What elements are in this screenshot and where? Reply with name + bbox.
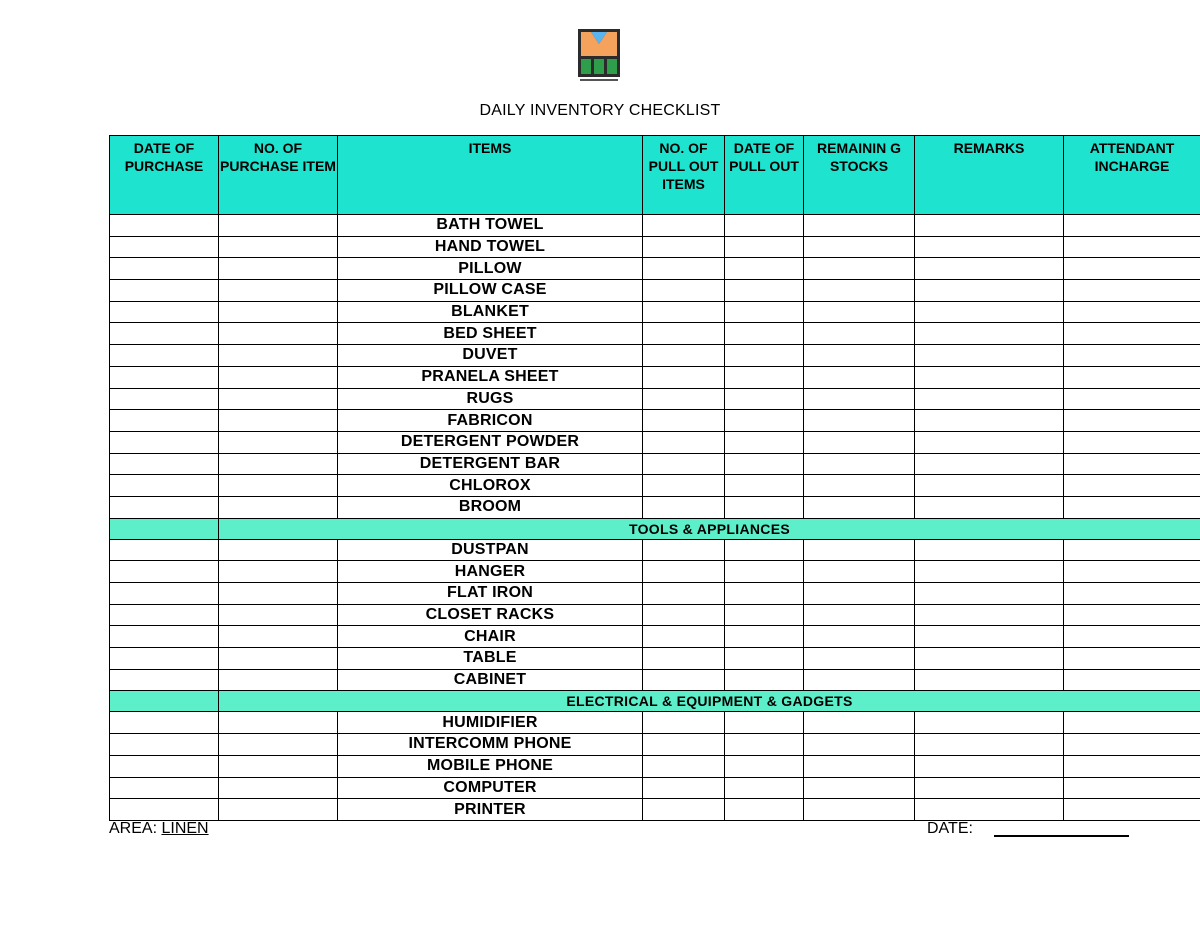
- cell-attendant[interactable]: [1064, 236, 1200, 258]
- cell-remarks[interactable]: [915, 475, 1064, 497]
- cell-date-of-purchase[interactable]: [110, 215, 219, 237]
- table-row: [110, 323, 1200, 345]
- cell-date-of-purchase[interactable]: [110, 712, 219, 734]
- cell-no-of-purchase-item[interactable]: [219, 410, 338, 432]
- cell-item: BROOM: [338, 496, 643, 518]
- section-row: [110, 691, 1200, 712]
- table-row: [110, 215, 1200, 237]
- cell-date-of-pull-out[interactable]: [725, 388, 804, 410]
- cell-attendant[interactable]: [1064, 366, 1200, 388]
- cell-remarks[interactable]: [915, 345, 1064, 367]
- cell-remaining-stocks[interactable]: [804, 475, 915, 497]
- cell-date-of-pull-out[interactable]: [725, 648, 804, 670]
- table-row: [110, 799, 1200, 821]
- cell-date-of-purchase[interactable]: [110, 583, 219, 605]
- cell-date-of-pull-out[interactable]: [725, 496, 804, 518]
- header-remarks: REMARKS: [915, 136, 1064, 215]
- cell-attendant[interactable]: [1064, 215, 1200, 237]
- cell-remaining-stocks[interactable]: [804, 431, 915, 453]
- cell-remaining-stocks[interactable]: [804, 604, 915, 626]
- cell-remaining-stocks[interactable]: [804, 258, 915, 280]
- cell-date-of-pull-out[interactable]: [725, 755, 804, 777]
- header-items: ITEMS: [338, 136, 643, 215]
- cell-remarks[interactable]: [915, 604, 1064, 626]
- cell-date-of-purchase[interactable]: [110, 475, 219, 497]
- inventory-table: [109, 135, 1200, 821]
- cell-no-of-purchase-item[interactable]: [219, 345, 338, 367]
- cell-no-of-pull-out[interactable]: [643, 669, 725, 691]
- cell-date-of-purchase[interactable]: [110, 561, 219, 583]
- cell-no-of-purchase-item[interactable]: [219, 626, 338, 648]
- table-row: [110, 755, 1200, 777]
- cell-item: CHAIR: [338, 626, 643, 648]
- cell-remarks[interactable]: [915, 539, 1064, 561]
- cell-date-of-pull-out[interactable]: [725, 323, 804, 345]
- cell-attendant[interactable]: [1064, 301, 1200, 323]
- cell-remarks[interactable]: [915, 366, 1064, 388]
- date-input-line[interactable]: [994, 835, 1129, 837]
- cell-remaining-stocks[interactable]: [804, 648, 915, 670]
- cell-remaining-stocks[interactable]: [804, 777, 915, 799]
- cell-date-of-pull-out[interactable]: [725, 604, 804, 626]
- section-label: ELECTRICAL & EQUIPMENT & GADGETS: [219, 691, 1200, 712]
- cell-item: BLANKET: [338, 301, 643, 323]
- cell-date-of-pull-out[interactable]: [725, 669, 804, 691]
- cell-date-of-purchase[interactable]: [110, 431, 219, 453]
- cell-date-of-purchase[interactable]: [110, 734, 219, 756]
- cell-date-of-purchase[interactable]: [110, 410, 219, 432]
- cell-no-of-pull-out[interactable]: [643, 301, 725, 323]
- cell-attendant[interactable]: [1064, 712, 1200, 734]
- cell-item: CHLOROX: [338, 475, 643, 497]
- cell-no-of-purchase-item[interactable]: [219, 755, 338, 777]
- cell-date-of-purchase[interactable]: [110, 236, 219, 258]
- cell-remarks[interactable]: [915, 648, 1064, 670]
- cell-remaining-stocks[interactable]: [804, 366, 915, 388]
- cell-no-of-pull-out[interactable]: [643, 215, 725, 237]
- cell-no-of-pull-out[interactable]: [643, 388, 725, 410]
- cell-date-of-pull-out[interactable]: [725, 215, 804, 237]
- cell-no-of-pull-out[interactable]: [643, 777, 725, 799]
- cell-remaining-stocks[interactable]: [804, 799, 915, 821]
- cell-no-of-purchase-item[interactable]: [219, 258, 338, 280]
- cell-no-of-pull-out[interactable]: [643, 236, 725, 258]
- cell-date-of-purchase[interactable]: [110, 345, 219, 367]
- cell-attendant[interactable]: [1064, 431, 1200, 453]
- cell-no-of-purchase-item[interactable]: [219, 453, 338, 475]
- cell-no-of-pull-out[interactable]: [643, 345, 725, 367]
- cell-date-of-pull-out[interactable]: [725, 280, 804, 302]
- cell-attendant[interactable]: [1064, 539, 1200, 561]
- cell-attendant[interactable]: [1064, 496, 1200, 518]
- cell-no-of-purchase-item[interactable]: [219, 431, 338, 453]
- cell-no-of-purchase-item[interactable]: [219, 496, 338, 518]
- page-title: DAILY INVENTORY CHECKLIST: [479, 102, 721, 119]
- cell-no-of-pull-out[interactable]: [643, 561, 725, 583]
- cell-remarks[interactable]: [915, 410, 1064, 432]
- cell-remarks[interactable]: [915, 388, 1064, 410]
- cell-date-of-pull-out[interactable]: [725, 410, 804, 432]
- cell-date-of-purchase[interactable]: [110, 453, 219, 475]
- cell-remarks[interactable]: [915, 712, 1064, 734]
- cell-date-of-purchase[interactable]: [110, 258, 219, 280]
- section-spacer-cell: [110, 691, 219, 712]
- header-attendant-incharge: ATTENDANT INCHARGE: [1064, 136, 1200, 215]
- cell-no-of-pull-out[interactable]: [643, 648, 725, 670]
- table-row: [110, 258, 1200, 280]
- header-date-of-purchase: DATE OF PURCHASE: [110, 136, 219, 215]
- cell-date-of-purchase[interactable]: [110, 539, 219, 561]
- table-row: [110, 626, 1200, 648]
- cell-remarks[interactable]: [915, 626, 1064, 648]
- table-row: [110, 777, 1200, 799]
- cell-no-of-pull-out[interactable]: [643, 453, 725, 475]
- cell-attendant[interactable]: [1064, 258, 1200, 280]
- table-row: [110, 583, 1200, 605]
- cell-item: DETERGENT POWDER: [338, 431, 643, 453]
- cell-remaining-stocks[interactable]: [804, 583, 915, 605]
- cell-date-of-pull-out[interactable]: [725, 475, 804, 497]
- cell-no-of-purchase-item[interactable]: [219, 280, 338, 302]
- cell-item: CLOSET RACKS: [338, 604, 643, 626]
- cell-attendant[interactable]: [1064, 561, 1200, 583]
- cell-item: PILLOW CASE: [338, 280, 643, 302]
- cell-no-of-purchase-item[interactable]: [219, 799, 338, 821]
- cell-attendant[interactable]: [1064, 280, 1200, 302]
- cell-date-of-pull-out[interactable]: [725, 431, 804, 453]
- table-row: [110, 410, 1200, 432]
- cell-attendant[interactable]: [1064, 453, 1200, 475]
- cell-item: HAND TOWEL: [338, 236, 643, 258]
- cell-item: COMPUTER: [338, 777, 643, 799]
- cell-attendant[interactable]: [1064, 799, 1200, 821]
- cell-no-of-purchase-item[interactable]: [219, 777, 338, 799]
- cell-attendant[interactable]: [1064, 777, 1200, 799]
- cell-remaining-stocks[interactable]: [804, 539, 915, 561]
- cell-no-of-pull-out[interactable]: [643, 410, 725, 432]
- cell-remaining-stocks[interactable]: [804, 669, 915, 691]
- cell-remarks[interactable]: [915, 777, 1064, 799]
- cell-no-of-purchase-item[interactable]: [219, 475, 338, 497]
- header-no-of-purchase-item: NO. OF PURCHASE ITEM: [219, 136, 338, 215]
- cell-no-of-purchase-item[interactable]: [219, 301, 338, 323]
- area-field: [109, 820, 209, 838]
- cell-date-of-purchase[interactable]: [110, 648, 219, 670]
- cell-no-of-purchase-item[interactable]: [219, 323, 338, 345]
- cell-item: HUMIDIFIER: [338, 712, 643, 734]
- cell-remaining-stocks[interactable]: [804, 410, 915, 432]
- table-row: [110, 712, 1200, 734]
- cell-item: DETERGENT BAR: [338, 453, 643, 475]
- cell-remaining-stocks[interactable]: [804, 388, 915, 410]
- cell-no-of-pull-out[interactable]: [643, 496, 725, 518]
- cell-remarks[interactable]: [915, 323, 1064, 345]
- table-row: [110, 345, 1200, 367]
- cell-item: PRANELA SHEET: [338, 366, 643, 388]
- cell-date-of-pull-out[interactable]: [725, 799, 804, 821]
- cell-no-of-purchase-item[interactable]: [219, 215, 338, 237]
- header-no-of-pull-out-items: NO. OF PULL OUT ITEMS: [643, 136, 725, 215]
- cell-item: DUSTPAN: [338, 539, 643, 561]
- cell-date-of-pull-out[interactable]: [725, 301, 804, 323]
- table-row: [110, 366, 1200, 388]
- cell-remarks[interactable]: [915, 236, 1064, 258]
- cell-date-of-pull-out[interactable]: [725, 712, 804, 734]
- table-row: [110, 496, 1200, 518]
- cell-remaining-stocks[interactable]: [804, 496, 915, 518]
- table-row: [110, 431, 1200, 453]
- cell-remaining-stocks[interactable]: [804, 734, 915, 756]
- table-row: [110, 388, 1200, 410]
- cell-date-of-purchase[interactable]: [110, 626, 219, 648]
- cell-item: CABINET: [338, 669, 643, 691]
- cell-remarks[interactable]: [915, 453, 1064, 475]
- cell-remarks[interactable]: [915, 583, 1064, 605]
- cell-remarks[interactable]: [915, 755, 1064, 777]
- cell-remaining-stocks[interactable]: [804, 755, 915, 777]
- cell-date-of-purchase[interactable]: [110, 799, 219, 821]
- cell-attendant[interactable]: [1064, 323, 1200, 345]
- cell-date-of-purchase[interactable]: [110, 755, 219, 777]
- cell-no-of-pull-out[interactable]: [643, 280, 725, 302]
- cell-date-of-pull-out[interactable]: [725, 258, 804, 280]
- cell-attendant[interactable]: [1064, 583, 1200, 605]
- table-row: [110, 453, 1200, 475]
- cell-remarks[interactable]: [915, 258, 1064, 280]
- cell-no-of-pull-out[interactable]: [643, 366, 725, 388]
- cell-remaining-stocks[interactable]: [804, 323, 915, 345]
- section-spacer-cell: [110, 518, 219, 539]
- cell-date-of-pull-out[interactable]: [725, 345, 804, 367]
- cell-remaining-stocks[interactable]: [804, 301, 915, 323]
- cell-item: INTERCOMM PHONE: [338, 734, 643, 756]
- cell-no-of-purchase-item[interactable]: [219, 388, 338, 410]
- cell-date-of-purchase[interactable]: [110, 323, 219, 345]
- cell-attendant[interactable]: [1064, 475, 1200, 497]
- cell-date-of-pull-out[interactable]: [725, 734, 804, 756]
- cell-no-of-pull-out[interactable]: [643, 323, 725, 345]
- cell-no-of-purchase-item[interactable]: [219, 604, 338, 626]
- cell-no-of-purchase-item[interactable]: [219, 648, 338, 670]
- cell-date-of-pull-out[interactable]: [725, 583, 804, 605]
- cell-item: FABRICON: [338, 410, 643, 432]
- cell-remarks[interactable]: [915, 669, 1064, 691]
- area-label: AREA:: [109, 820, 162, 837]
- cell-attendant[interactable]: [1064, 388, 1200, 410]
- cell-date-of-pull-out[interactable]: [725, 453, 804, 475]
- cell-remaining-stocks[interactable]: [804, 215, 915, 237]
- table-row: [110, 604, 1200, 626]
- table-row: [110, 648, 1200, 670]
- cell-no-of-purchase-item[interactable]: [219, 561, 338, 583]
- cell-no-of-pull-out[interactable]: [643, 539, 725, 561]
- table-body: [110, 215, 1200, 821]
- cell-date-of-pull-out[interactable]: [725, 626, 804, 648]
- cell-remaining-stocks[interactable]: [804, 712, 915, 734]
- cell-date-of-pull-out[interactable]: [725, 366, 804, 388]
- cell-date-of-purchase[interactable]: [110, 496, 219, 518]
- cell-item: DUVET: [338, 345, 643, 367]
- cell-item: PRINTER: [338, 799, 643, 821]
- cell-remarks[interactable]: [915, 431, 1064, 453]
- cell-remaining-stocks[interactable]: [804, 236, 915, 258]
- cell-remaining-stocks[interactable]: [804, 345, 915, 367]
- table-row: [110, 280, 1200, 302]
- table-row: [110, 301, 1200, 323]
- cell-remarks[interactable]: [915, 496, 1064, 518]
- cell-no-of-purchase-item[interactable]: [219, 734, 338, 756]
- cell-date-of-pull-out[interactable]: [725, 561, 804, 583]
- table-row: [110, 669, 1200, 691]
- cell-remarks[interactable]: [915, 215, 1064, 237]
- cell-no-of-pull-out[interactable]: [643, 475, 725, 497]
- company-logo-icon: [578, 29, 620, 83]
- cell-attendant[interactable]: [1064, 669, 1200, 691]
- header-date-of-pull-out: DATE OF PULL OUT: [725, 136, 804, 215]
- table-row: [110, 475, 1200, 497]
- cell-item: BED SHEET: [338, 323, 643, 345]
- cell-date-of-pull-out[interactable]: [725, 777, 804, 799]
- cell-date-of-purchase[interactable]: [110, 366, 219, 388]
- cell-date-of-purchase[interactable]: [110, 604, 219, 626]
- cell-date-of-purchase[interactable]: [110, 388, 219, 410]
- cell-date-of-purchase[interactable]: [110, 777, 219, 799]
- cell-item: MOBILE PHONE: [338, 755, 643, 777]
- header-remaining-stocks: REMAININ G STOCKS: [804, 136, 915, 215]
- table-row: [110, 734, 1200, 756]
- cell-no-of-purchase-item[interactable]: [219, 366, 338, 388]
- cell-remaining-stocks[interactable]: [804, 626, 915, 648]
- cell-no-of-pull-out[interactable]: [643, 583, 725, 605]
- cell-attendant[interactable]: [1064, 755, 1200, 777]
- cell-no-of-pull-out[interactable]: [643, 626, 725, 648]
- section-label: TOOLS & APPLIANCES: [219, 518, 1200, 539]
- cell-remarks[interactable]: [915, 301, 1064, 323]
- cell-remaining-stocks[interactable]: [804, 561, 915, 583]
- cell-date-of-pull-out[interactable]: [725, 236, 804, 258]
- cell-item: BATH TOWEL: [338, 215, 643, 237]
- cell-remarks[interactable]: [915, 280, 1064, 302]
- cell-attendant[interactable]: [1064, 626, 1200, 648]
- cell-remaining-stocks[interactable]: [804, 453, 915, 475]
- cell-attendant[interactable]: [1064, 345, 1200, 367]
- cell-no-of-purchase-item[interactable]: [219, 669, 338, 691]
- cell-no-of-pull-out[interactable]: [643, 799, 725, 821]
- cell-no-of-pull-out[interactable]: [643, 734, 725, 756]
- cell-item: FLAT IRON: [338, 583, 643, 605]
- cell-remarks[interactable]: [915, 734, 1064, 756]
- cell-attendant[interactable]: [1064, 648, 1200, 670]
- cell-item: HANGER: [338, 561, 643, 583]
- table-row: [110, 236, 1200, 258]
- cell-no-of-purchase-item[interactable]: [219, 236, 338, 258]
- cell-item: PILLOW: [338, 258, 643, 280]
- cell-no-of-pull-out[interactable]: [643, 604, 725, 626]
- cell-no-of-pull-out[interactable]: [643, 431, 725, 453]
- cell-no-of-purchase-item[interactable]: [219, 583, 338, 605]
- cell-date-of-purchase[interactable]: [110, 669, 219, 691]
- cell-date-of-purchase[interactable]: [110, 280, 219, 302]
- cell-no-of-pull-out[interactable]: [643, 258, 725, 280]
- cell-no-of-pull-out[interactable]: [643, 712, 725, 734]
- cell-item: RUGS: [338, 388, 643, 410]
- area-value: LINEN: [161, 820, 209, 837]
- cell-remarks[interactable]: [915, 799, 1064, 821]
- cell-no-of-pull-out[interactable]: [643, 755, 725, 777]
- cell-no-of-purchase-item[interactable]: [219, 539, 338, 561]
- table-header-row: [110, 136, 1200, 215]
- cell-attendant[interactable]: [1064, 604, 1200, 626]
- cell-remarks[interactable]: [915, 561, 1064, 583]
- cell-no-of-purchase-item[interactable]: [219, 712, 338, 734]
- table-row: [110, 539, 1200, 561]
- cell-attendant[interactable]: [1064, 410, 1200, 432]
- cell-remaining-stocks[interactable]: [804, 280, 915, 302]
- section-row: [110, 518, 1200, 539]
- cell-attendant[interactable]: [1064, 734, 1200, 756]
- table-row: [110, 561, 1200, 583]
- cell-date-of-pull-out[interactable]: [725, 539, 804, 561]
- date-label: DATE:: [927, 820, 973, 837]
- cell-date-of-purchase[interactable]: [110, 301, 219, 323]
- cell-item: TABLE: [338, 648, 643, 670]
